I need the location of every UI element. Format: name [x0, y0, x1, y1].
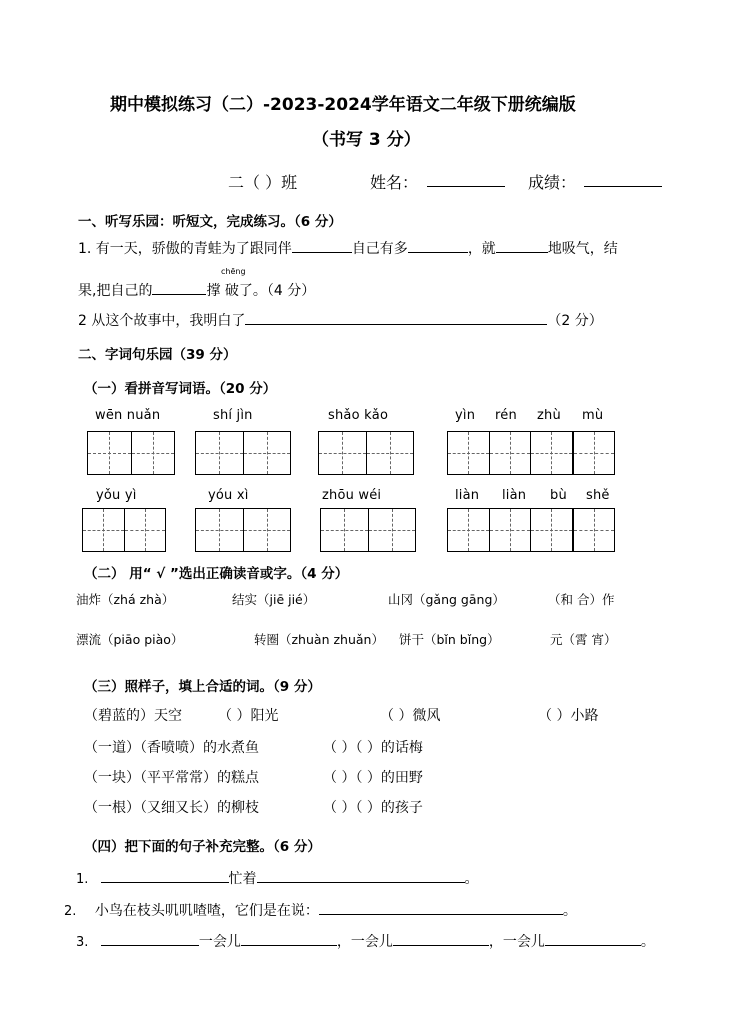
writing-grid-1[interactable]: [87, 431, 175, 475]
choice-item[interactable]: 元（霄 宵）: [550, 632, 617, 647]
sentence-text: 忙着: [228, 871, 257, 887]
pinyin-she: shě: [586, 488, 610, 503]
item-number: 1.: [76, 872, 89, 887]
choice-item[interactable]: 山冈（gǎng gāng）: [388, 592, 505, 607]
pinyin-bu: bù: [550, 488, 567, 503]
writing-grid-6[interactable]: [195, 508, 291, 552]
s1-q1-text-a: 1. 有一天，骄傲的青蛙为了跟同伴: [78, 241, 292, 257]
sentence-end: 。: [562, 903, 577, 919]
choice-item[interactable]: 漂流（piāo piào）: [76, 632, 184, 647]
fill-phrase[interactable]: （ ）小路: [538, 708, 599, 724]
fill-phrase[interactable]: （ ）（ ）的孩子: [323, 800, 423, 816]
sentence-end: 。: [464, 871, 479, 887]
part-1-heading: （一）看拼音写词语。（20 分）: [84, 381, 277, 397]
writing-grid-5[interactable]: [82, 508, 166, 552]
s1-q2-score: （2 分）: [547, 313, 603, 329]
s1-q2-text: 2 从这个故事中，我明白了: [78, 313, 246, 329]
sentence-blank[interactable]: [101, 868, 229, 883]
sentence-blank[interactable]: [393, 931, 489, 946]
s1-q1-line1: [78, 238, 618, 258]
sentence-text: 小鸟在枝头叽叽喳喳，它们是在说：: [94, 903, 319, 919]
s1-q1-text-c: ，就: [467, 241, 496, 257]
fill-phrase[interactable]: （ ）阳光: [218, 708, 279, 724]
fill-phrase[interactable]: （ ）（ ）的话梅: [323, 740, 423, 756]
part-3-heading: （三）照样子，填上合适的词。（9 分）: [84, 679, 321, 695]
pinyin-lian-2: liàn: [502, 488, 527, 503]
s1-q2-line: [78, 310, 603, 330]
pinyin-yin: yìn: [455, 408, 476, 423]
page-subtitle: （书写 3 分）: [312, 130, 421, 150]
s1-q1-text-d: 地吸气，结: [547, 241, 618, 257]
pinyin-ruby: chēng: [221, 267, 246, 276]
s1-q1-blank-1[interactable]: [292, 238, 352, 253]
s1-q1-blank-3[interactable]: [496, 238, 548, 253]
writing-grid-3[interactable]: [318, 431, 414, 475]
fill-phrase[interactable]: （ ）微风: [380, 708, 441, 724]
writing-grid-2[interactable]: [195, 431, 291, 475]
sentence-blank[interactable]: [101, 931, 199, 946]
example-phrase: （一道）（香喷喷）的水煮鱼: [84, 740, 259, 756]
s1-q1-line2: [78, 280, 315, 300]
page-title: 期中模拟练习（二）-2023-2024学年语文二年级下册统编版: [110, 95, 576, 115]
name-blank[interactable]: [427, 170, 505, 187]
choice-item[interactable]: 结实（jiē jié）: [232, 592, 316, 607]
section-1-heading: 一、听写乐园：听短文，完成练习。（6 分）: [78, 214, 342, 230]
fill-phrase[interactable]: （ ）（ ）的田野: [323, 770, 423, 786]
example-phrase: （碧蓝的）天空: [84, 708, 182, 724]
sentence-line-3: [76, 931, 655, 951]
class-label: 二（ ）班: [228, 173, 298, 192]
s1-q1-text-f: 撑 破了。（4 分）: [206, 283, 316, 299]
name-label: 姓名：: [370, 173, 419, 192]
pinyin-shi-jin: shí jìn: [213, 408, 253, 423]
part-2-heading: （二） 用“ √ ”选出正确读音或字。（4 分）: [84, 566, 349, 582]
sentence-blank[interactable]: [257, 868, 465, 883]
choice-item[interactable]: 转圈（zhuàn zhuǎn）: [254, 632, 384, 647]
item-number: 2.: [64, 904, 77, 919]
choice-item[interactable]: 饼干（bǐn bǐng）: [399, 632, 500, 647]
sentence-end: 。: [640, 934, 655, 950]
pinyin-you-yi: yǒu yì: [96, 488, 137, 503]
pinyin-shao-kao: shǎo kǎo: [328, 408, 389, 423]
choice-item[interactable]: （和 合）作: [548, 592, 615, 607]
pinyin-wen-nuan: wēn nuǎn: [95, 408, 161, 423]
pinyin-lian-1: liàn: [455, 488, 480, 503]
s1-q1-blank-2[interactable]: [408, 238, 468, 253]
writing-grid-7[interactable]: [320, 508, 416, 552]
sentence-line-1: [76, 868, 479, 888]
sentence-text: 一会儿: [198, 934, 241, 950]
part-4-heading: （四）把下面的句子补充完整。（6 分）: [84, 839, 321, 855]
pinyin-zhou-wei: zhōu wéi: [322, 488, 382, 503]
sentence-blank[interactable]: [319, 900, 563, 915]
sentence-text: ，一会儿: [488, 934, 545, 950]
pinyin-mu: mù: [582, 408, 604, 423]
s1-q1-text-e: 果,把自己的: [78, 283, 153, 299]
pinyin-ren: rén: [495, 408, 517, 423]
item-number: 3.: [76, 935, 89, 950]
sentence-line-2: [64, 900, 577, 920]
writing-grid-4[interactable]: [447, 431, 615, 475]
writing-grid-8[interactable]: [447, 508, 615, 552]
pinyin-you-xi: yóu xì: [208, 488, 249, 503]
example-phrase: （一根）（又细又长）的柳枝: [84, 800, 259, 816]
section-2-heading: 二、字词句乐园（39 分）: [78, 347, 237, 363]
pinyin-zhu: zhù: [537, 408, 561, 423]
s1-q2-blank[interactable]: [245, 310, 547, 325]
s1-q1-text-b: 自己有多: [351, 241, 408, 257]
score-blank[interactable]: [584, 170, 662, 187]
choice-item[interactable]: 油炸（zhá zhà）: [76, 592, 175, 607]
sentence-blank[interactable]: [545, 931, 641, 946]
score-label: 成绩：: [528, 173, 577, 192]
sentence-blank[interactable]: [241, 931, 337, 946]
sentence-text: ，一会儿: [336, 934, 393, 950]
s1-q1-blank-4[interactable]: [152, 280, 206, 295]
example-phrase: （一块）（平平常常）的糕点: [84, 770, 259, 786]
